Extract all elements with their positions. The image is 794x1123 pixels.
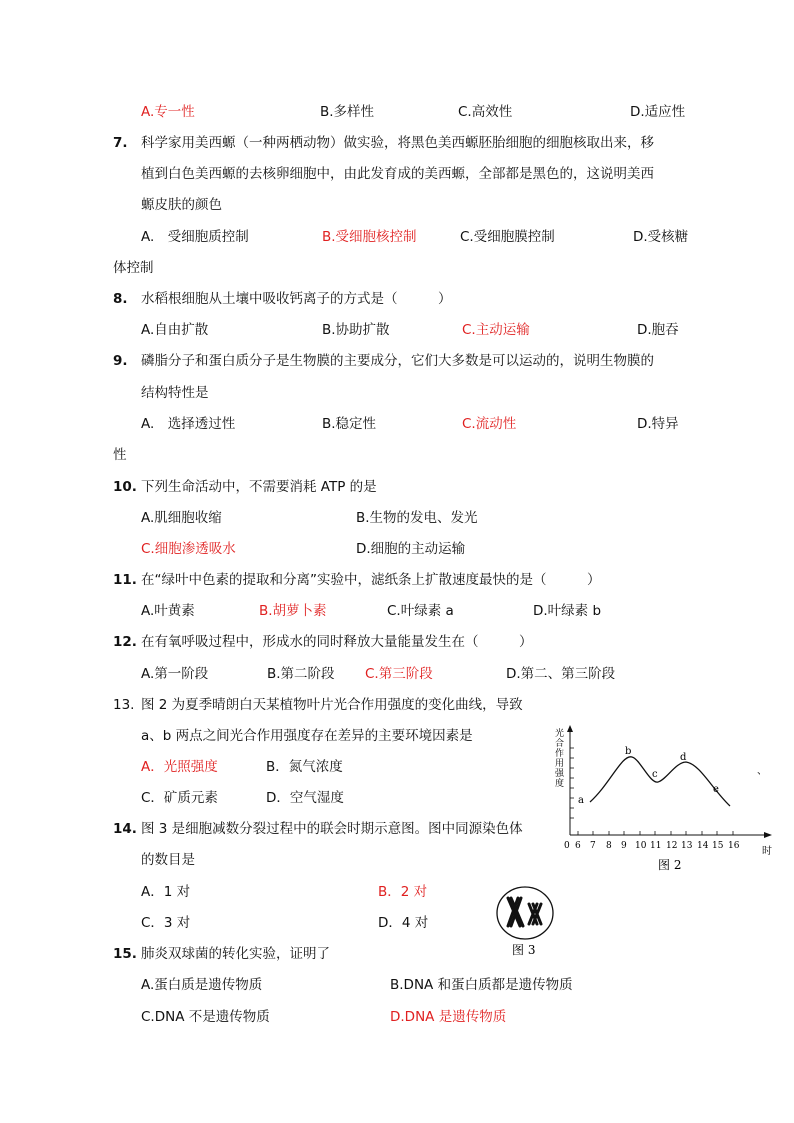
q13-option-b: B．氮气浓度: [266, 759, 343, 775]
cell-outline: [497, 887, 553, 939]
q10-option-c: C.细胞渗透吸水: [141, 541, 236, 557]
q15-number: 15.: [113, 946, 137, 962]
q7-stem-line2: 植到白色美西螈的去核卵细胞中，由此发育成的美西螈，全部都是黑色的，这说明美西: [141, 166, 654, 182]
y-axis-label-char: 作: [555, 749, 565, 759]
origin-label: 0: [564, 841, 570, 851]
x-tick-label: 6: [575, 841, 581, 851]
q12-option-d: D.第二、第三阶段: [506, 666, 616, 682]
q11-option-b: B.胡萝卜素: [259, 603, 327, 619]
q9-number: 9.: [113, 353, 128, 369]
q9-option-a: A. 选择透过性: [141, 416, 236, 432]
q15-option-c: C.DNA 不是遗传物质: [141, 1009, 270, 1025]
q9-option-c: C.流动性: [462, 416, 517, 432]
x-tick-label: 11: [650, 841, 662, 851]
q8-number: 8.: [113, 291, 128, 307]
y-axis-label-char: 强: [555, 769, 565, 779]
q9-option-b: B.稳定性: [322, 416, 377, 432]
q10-number: 10.: [113, 479, 137, 495]
q7-option-d: D.受核糖: [633, 229, 689, 245]
q12-option-b: B.第二阶段: [267, 666, 335, 682]
y-axis-ticks: [570, 748, 574, 818]
figure-3-synapsis-diagram: [492, 884, 562, 959]
q11-option-d: D.叶绿素 b: [533, 603, 602, 619]
q7-stem-line3: 螈皮肤的颜色: [141, 197, 222, 213]
q14-stem-line1: 图 3 是细胞减数分裂过程中的联会时期示意图。图中同源染色体: [141, 821, 523, 837]
q9-stem-line2: 结构特性是: [141, 385, 209, 401]
figure-2-caption: 图 2: [658, 858, 682, 872]
x-tick-label: 7: [590, 841, 596, 851]
chromosome-pair-1: [508, 898, 523, 926]
chromosome-pair-2: [529, 904, 541, 924]
q15-option-d: D.DNA 是遗传物质: [390, 1009, 507, 1025]
x-axis-label: 时: [762, 846, 772, 857]
point-b-label: b: [625, 746, 632, 757]
y-axis-label-char: 合: [555, 739, 565, 749]
point-c-label: c: [652, 769, 658, 780]
q11-number: 11.: [113, 572, 137, 588]
q9-stem-line1: 磷脂分子和蛋白质分子是生物膜的主要成分，它们大多数是可以运动的，说明生物膜的: [141, 353, 654, 369]
q7-stem-line1: 科学家用美西螈（一种两栖动物）做实验，将黑色美西螈胚胎细胞的细胞核取出来，移: [141, 135, 654, 151]
side-mark: 、: [757, 766, 767, 777]
q13-option-c: C．矿质元素: [141, 790, 218, 806]
q10-option-d: D.细胞的主动运输: [356, 541, 466, 557]
q8-option-c: C.主动运输: [462, 322, 530, 338]
x-tick-label: 14: [697, 841, 709, 851]
y-axis-arrow: [567, 725, 573, 732]
q14-option-c: C．3 对: [141, 915, 191, 931]
q8-option-a: A.自由扩散: [141, 322, 209, 338]
point-d-label: d: [680, 752, 687, 763]
x-tick-label: 9: [621, 841, 627, 851]
q7-number: 7.: [113, 135, 128, 151]
point-a-label: a: [578, 795, 584, 806]
q11-option-c: C.叶绿素 a: [387, 603, 454, 619]
x-axis-arrow: [764, 832, 772, 838]
q15-option-a: A.蛋白质是遗传物质: [141, 977, 263, 993]
q9-option-d: D.特异: [637, 416, 679, 432]
q6-option-b: B.多样性: [320, 104, 375, 120]
q14-number: 14.: [113, 821, 137, 837]
q10-option-b: B.生物的发电、发光: [356, 510, 478, 526]
q13-option-a: A．光照强度: [141, 759, 218, 775]
q13-stem-line1: 图 2 为夏季晴朗白天某植物叶片光合作用强度的变化曲线，导致: [141, 697, 523, 713]
q12-option-a: A.第一阶段: [141, 666, 209, 682]
q12-stem: 在有氧呼吸过程中，形成水的同时释放大量能量发生在（ ）: [141, 634, 533, 650]
point-e-label: e: [713, 784, 719, 795]
x-tick-label: 8: [606, 841, 612, 851]
q8-option-b: B.协助扩散: [322, 322, 390, 338]
q14-stem-line2: 的数目是: [141, 852, 195, 868]
q8-stem: 水稻根细胞从土壤中吸收钙离子的方式是（ ）: [141, 291, 452, 307]
q10-option-a: A.肌细胞收缩: [141, 510, 222, 526]
y-axis-label-char: 用: [555, 759, 565, 769]
photosynthesis-curve: [590, 757, 730, 806]
x-tick-label: 12: [666, 841, 678, 851]
q8-option-d: D.胞吞: [637, 322, 679, 338]
x-tick-label: 13: [681, 841, 693, 851]
q7-option-c: C.受细胞膜控制: [460, 229, 555, 245]
q13-stem-line2: a、b 两点之间光合作用强度存在差异的主要环境因素是: [141, 728, 473, 744]
q12-number: 12.: [113, 634, 137, 650]
q6-option-d: D.适应性: [630, 104, 686, 120]
q14-option-d: D．4 对: [378, 915, 429, 931]
x-tick-label: 10: [635, 841, 647, 851]
q11-option-a: A.叶黄素: [141, 603, 195, 619]
q15-stem: 肺炎双球菌的转化实验，证明了: [141, 946, 330, 962]
q6-option-c: C.高效性: [458, 104, 513, 120]
q11-stem: 在“绿叶中色素的提取和分离”实验中，滤纸条上扩散速度最快的是（ ）: [141, 572, 601, 588]
y-axis-label-char: 度: [555, 779, 565, 789]
q12-option-c: C.第三阶段: [365, 666, 433, 682]
x-axis-ticks: [578, 831, 733, 835]
q13-option-d: D．空气湿度: [266, 790, 344, 806]
q10-stem: 下列生命活动中，不需要消耗 ATP 的是: [141, 479, 377, 495]
q7-option-d-continued: 体控制: [113, 260, 154, 276]
q13-number: 13.: [113, 697, 135, 713]
q7-option-b: B.受细胞核控制: [322, 229, 417, 245]
q9-option-d-continued: 性: [113, 447, 127, 463]
x-tick-label: 15: [712, 841, 724, 851]
y-axis-label-char: 光: [555, 729, 565, 739]
q14-option-b: B．2 对: [378, 884, 428, 900]
q15-option-b: B.DNA 和蛋白质都是遗传物质: [390, 977, 573, 993]
q6-option-a: A.专一性: [141, 104, 195, 120]
x-tick-label: 16: [728, 841, 740, 851]
figure-3-caption: 图 3: [512, 943, 536, 957]
figure-2-photosynthesis-curve: [540, 724, 780, 874]
q14-option-a: A．1 对: [141, 884, 191, 900]
q7-option-a: A. 受细胞质控制: [141, 229, 249, 245]
